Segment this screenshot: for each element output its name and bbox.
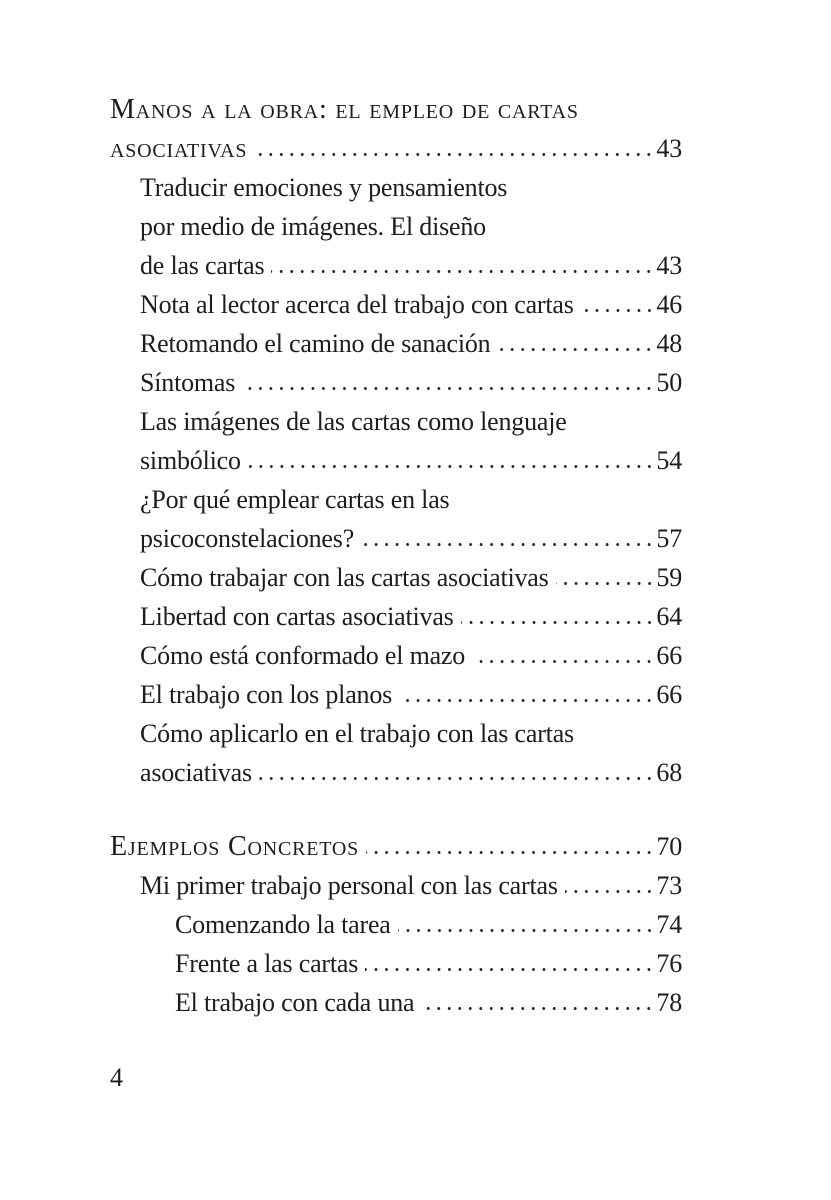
folio-page-number: 4: [110, 1063, 123, 1092]
toc-entry-text: Traducir emociones y pensamientos: [140, 173, 508, 202]
dot-leader: [421, 1006, 654, 1011]
toc-entry-text: simbólico: [140, 446, 241, 475]
toc-page-number: 76: [656, 949, 682, 978]
toc-page-number: 66: [656, 641, 682, 670]
toc-page-number: 50: [656, 368, 682, 397]
toc-entry-line: [110, 324, 682, 363]
toc-page-number: 43: [656, 134, 682, 163]
toc-entry-text: Retomando el camino de sanación: [140, 329, 491, 358]
toc-entry-line: [110, 207, 682, 246]
toc-page-number: 43: [656, 251, 682, 280]
toc-entry-line: [110, 944, 682, 983]
table-of-contents: [110, 90, 682, 1022]
toc-entry-line: [110, 285, 682, 324]
toc-entry-line: [110, 363, 682, 402]
toc-heading-text: Ejemplos Concretos: [110, 831, 360, 862]
toc-entry-text: Nota al lector acerca del trabajo con cartas: [140, 290, 574, 319]
toc-page-number: 48: [656, 329, 682, 358]
toc-entry-line: [110, 168, 682, 207]
toc-page-number: 70: [656, 832, 682, 861]
dot-leader: [271, 269, 654, 274]
toc-entry-text: de las cartas: [140, 251, 265, 280]
toc-entry-text: psicoconstelaciones?: [140, 524, 355, 553]
toc-page-number: 57: [656, 524, 682, 553]
toc-entry-line: [110, 866, 682, 905]
toc-page-number: 78: [656, 988, 682, 1017]
toc-entry-line: [110, 597, 682, 636]
toc-entry-line: [110, 246, 682, 285]
toc-page-number: 59: [656, 563, 682, 592]
dot-leader: [248, 464, 655, 469]
toc-page-number: 68: [656, 758, 682, 787]
toc-entry-line: [110, 983, 682, 1022]
toc-entry-text: El trabajo con cada una: [175, 988, 415, 1017]
toc-heading-text: Manos a la obra: el empleo de cartas: [110, 94, 579, 125]
toc-page-number: 54: [656, 446, 682, 475]
dot-leader: [361, 542, 654, 547]
toc-entry-text: por medio de imágenes. El diseño: [140, 212, 486, 241]
page-footer: [110, 1058, 123, 1097]
toc-entry-text: Comenzando la tarea: [175, 910, 391, 939]
toc-entry-line: [110, 636, 682, 675]
toc-entry-text: Síntomas: [140, 368, 236, 397]
dot-leader: [497, 347, 654, 352]
toc-entry-text: Cómo aplicarlo en el trabajo con las cartas: [140, 719, 574, 748]
toc-entry-line: [110, 905, 682, 944]
toc-entry-text: Frente a las cartas: [175, 949, 359, 978]
toc-page-number: 64: [656, 602, 682, 631]
toc-entry-text: Libertad con cartas asociativas: [140, 602, 454, 631]
dot-leader: [365, 967, 654, 972]
toc-entry-line: [110, 753, 682, 792]
toc-entry-text: asociativas: [140, 758, 252, 787]
toc-entry-line: [110, 558, 682, 597]
toc-page-number: 46: [656, 290, 682, 319]
dot-leader: [254, 152, 654, 157]
dot-leader: [461, 620, 655, 625]
toc-heading-line: [110, 90, 682, 129]
toc-entry-line: [110, 441, 682, 480]
toc-entry-text: Cómo trabajar con las cartas asociativas: [140, 563, 549, 592]
dot-leader: [399, 698, 654, 703]
toc-entry-line: [110, 519, 682, 558]
toc-heading-line: [110, 129, 682, 168]
dot-leader: [556, 581, 655, 586]
toc-page-number: 73: [656, 871, 682, 900]
toc-heading-line: [110, 827, 682, 866]
toc-entry-line: [110, 675, 682, 714]
toc-entry-text: Cómo está conformado el mazo: [140, 641, 466, 670]
toc-entry-line: [110, 714, 682, 753]
toc-entry-line: [110, 480, 682, 519]
dot-leader: [259, 776, 655, 781]
toc-page-number: 66: [656, 680, 682, 709]
toc-entry-text: ¿Por qué emplear cartas en las: [140, 485, 450, 514]
dot-leader: [398, 928, 655, 933]
toc-heading-text: asociativas: [110, 133, 248, 164]
dot-leader: [565, 889, 655, 894]
toc-entry-text: Mi primer trabajo personal con las cartas: [140, 871, 558, 900]
dot-leader: [366, 850, 654, 855]
dot-leader: [242, 386, 654, 391]
toc-entry-text: El trabajo con los planos: [140, 680, 393, 709]
toc-entry-line: [110, 402, 682, 441]
toc-entry-text: Las imágenes de las cartas como lenguaje: [140, 407, 567, 436]
dot-leader: [581, 308, 655, 313]
toc-page-number: 74: [656, 910, 682, 939]
dot-leader: [472, 659, 654, 664]
